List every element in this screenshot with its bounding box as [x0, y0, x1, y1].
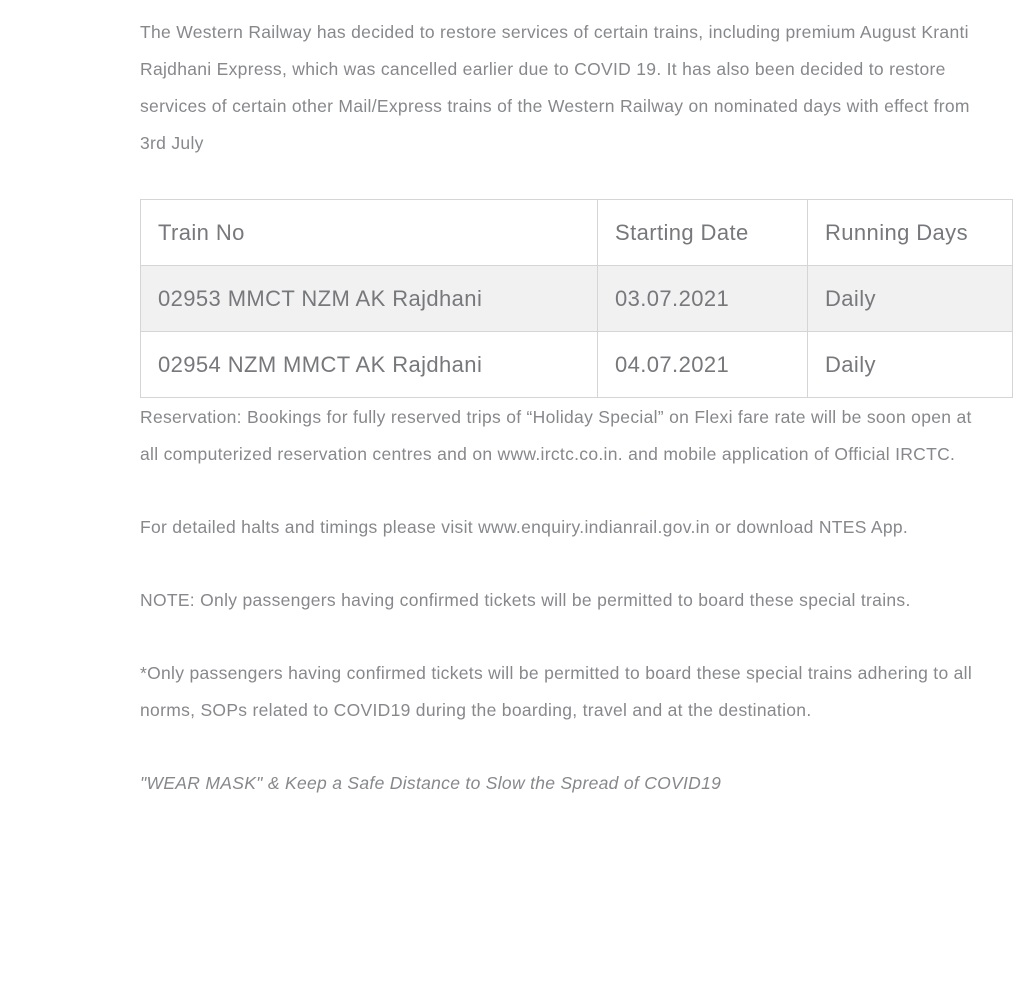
train-schedule-table: [140, 199, 1013, 398]
cell-running-days: Daily: [808, 266, 1013, 332]
column-header-starting-date: Starting Date: [598, 200, 808, 266]
cell-running-days: Daily: [808, 332, 1013, 398]
cell-starting-date: 03.07.2021: [598, 266, 808, 332]
column-header-running-days: Running Days: [808, 200, 1013, 266]
cell-starting-date: 04.07.2021: [598, 332, 808, 398]
note-paragraph: NOTE: Only passengers having confirmed tickets will be permitted to board these special trains.: [140, 590, 911, 610]
cell-train-no: 02953 MMCT NZM AK Rajdhani: [141, 266, 598, 332]
table-header-row: [141, 200, 1013, 266]
reservation-paragraph: Reservation: Bookings for fully reserved trips of “Holiday Special” on Flexi fare rate will be soon open at all computerized reservation centres and on www.irctc.co.in. and mobile application of Official IRCTC.: [140, 407, 972, 464]
wear-mask-notice: "WEAR MASK" & Keep a Safe Distance to Slow the Spread of COVID19: [140, 773, 722, 793]
confirmed-tickets-paragraph: *Only passengers having confirmed tickets will be permitted to board these special trains adhering to all norms, SOPs related to COVID19 during the boarding, travel and at the destination.: [140, 663, 973, 720]
table-row: [141, 266, 1013, 332]
cell-train-no: 02954 NZM MMCT AK Rajdhani: [141, 332, 598, 398]
column-header-train-no: Train No: [141, 200, 598, 266]
intro-paragraph: The Western Railway has decided to restore services of certain trains, including premium August Kranti Rajdhani Express, which was cancelled earlier due to COVID 19. It has also been decided to restore services of certain other Mail/Express trains of the Western Railway on nominated days with effect from 3rd July: [140, 22, 970, 153]
table-row: [141, 332, 1013, 398]
halts-timings-paragraph: For detailed halts and timings please visit www.enquiry.indianrail.gov.in or download NTES App.: [140, 517, 909, 537]
